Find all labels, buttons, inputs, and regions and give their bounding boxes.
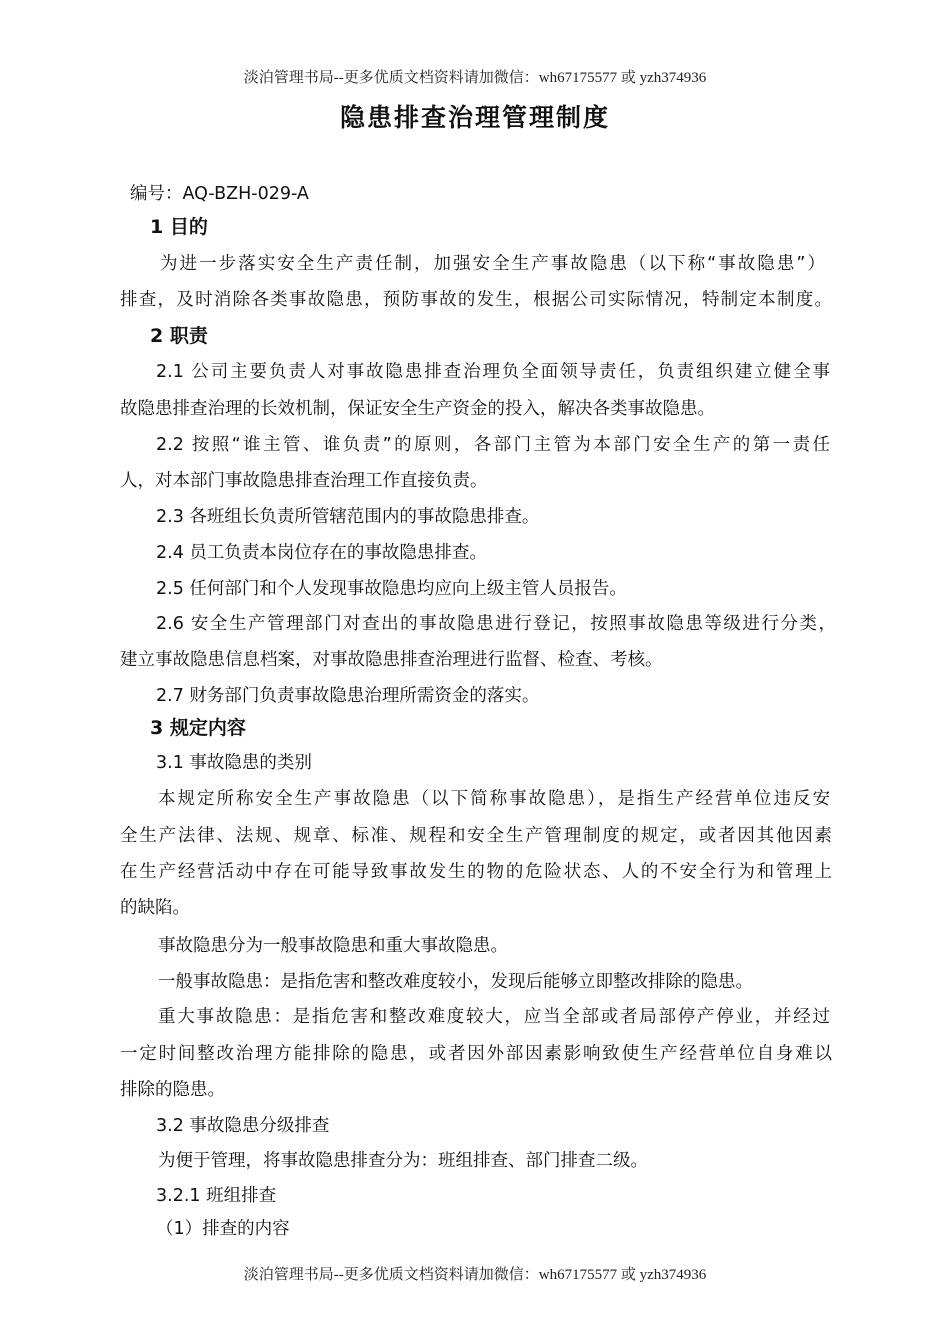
section-3-line: 一般事故隐患：是指危害和整改难度较小，发现后能够立即整改排除的隐患。 bbox=[158, 972, 753, 992]
section-3-line: 排除的隐患。 bbox=[120, 1080, 225, 1100]
document-title: 隐患排查治理管理制度 bbox=[339, 103, 610, 132]
document-number: 编号：AQ-BZH-029-A bbox=[130, 184, 309, 204]
section-3-line: 事故隐患分为一般事故隐患和重大事故隐患。 bbox=[158, 936, 508, 956]
section-2-line: 2.1 公司主要负责人对事故隐患排查治理负全面领导责任，负责组织建立健全事 bbox=[156, 362, 830, 382]
section-3-line: 的缺陷。 bbox=[120, 898, 190, 918]
section-2-line: 2.2 按照“谁主管、谁负责”的原则，各部门主管为本部门安全生产的第一责任 bbox=[156, 435, 830, 455]
section-3-line: （1）排查的内容 bbox=[156, 1219, 290, 1239]
header-note: 淡泊管理书局--更多优质文档资料请加微信：wh67175577 或 yzh374936 bbox=[243, 70, 707, 86]
section-3-line: 为便于管理，将事故隐患排查分为：班组排查、部门排查二级。 bbox=[158, 1151, 648, 1171]
section-2-line: 人，对本部门事故隐患排查治理工作直接负责。 bbox=[120, 471, 488, 491]
footer-note: 淡泊管理书局--更多优质文档资料请加微信：wh67175577 或 yzh374936 bbox=[243, 1267, 707, 1283]
section-2-line: 故隐患排查治理的长效机制，保证安全生产资金的投入，解决各类事故隐患。 bbox=[120, 399, 715, 419]
section-2-line: 2.7 财务部门负责事故隐患治理所需资金的落实。 bbox=[156, 686, 540, 706]
section-2-line: 2.5 任何部门和个人发现事故隐患均应向上级主管人员报告。 bbox=[156, 579, 627, 599]
section-2-line: 2.3 各班组长负责所管辖范围内的事故隐患排查。 bbox=[156, 507, 540, 527]
section-3-line: 本规定所称安全生产事故隐患（以下简称事故隐患），是指生产经营单位违反安 bbox=[158, 789, 830, 809]
section-2-heading: 2 职责 bbox=[150, 325, 208, 347]
section-2-line: 2.4 员工负责本岗位存在的事故隐患排查。 bbox=[156, 543, 487, 563]
section-3-line: 3.1 事故隐患的类别 bbox=[156, 753, 312, 773]
section-3-heading: 3 规定内容 bbox=[150, 717, 246, 739]
section-3-line: 一定时间整改治理方能排除的隐患，或者因外部因素影响致使生产经营单位自身难以 bbox=[120, 1044, 832, 1064]
section-3-line: 3.2.1 班组排查 bbox=[156, 1186, 277, 1206]
section-2-line: 建立事故隐患信息档案，对事故隐患排查治理进行监督、检查、考核。 bbox=[120, 650, 663, 670]
section-1-line: 为进一步落实安全生产责任制，加强安全生产事故隐患（以下称“事故隐患”） bbox=[160, 254, 825, 274]
section-1-line: 排查，及时消除各类事故隐患，预防事故的发生，根据公司实际情况，特制定本制度。 bbox=[120, 290, 832, 310]
section-3-line: 重大事故隐患：是指危害和整改难度较大，应当全部或者局部停产停业，并经过 bbox=[158, 1007, 830, 1027]
section-3-line: 在生产经营活动中存在可能导致事故发生的物的危险状态、人的不安全行为和管理上 bbox=[120, 862, 832, 882]
section-2-line: 2.6 安全生产管理部门对查出的事故隐患进行登记，按照事故隐患等级进行分类， bbox=[156, 614, 836, 634]
section-1-heading: 1 目的 bbox=[150, 216, 208, 238]
section-3-line: 全生产法律、法规、规章、标准、规程和安全生产管理制度的规定，或者因其他因素 bbox=[120, 826, 832, 846]
section-3-line: 3.2 事故隐患分级排查 bbox=[156, 1116, 330, 1136]
